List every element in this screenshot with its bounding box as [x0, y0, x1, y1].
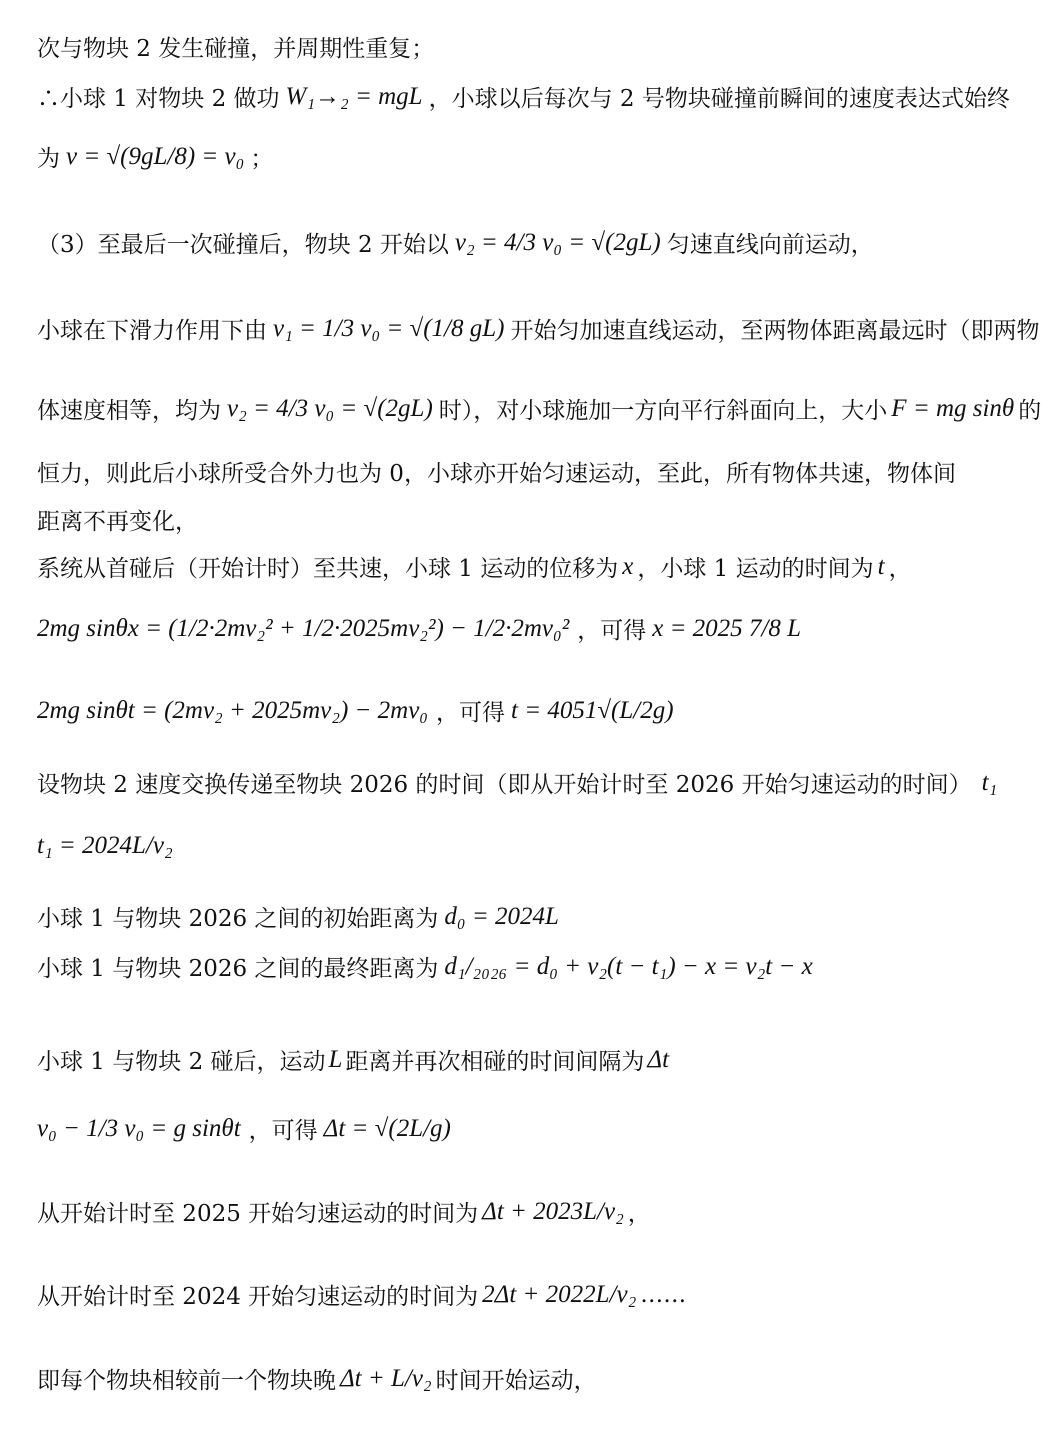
time-2025-formula: Δt + 2023L/v₂	[482, 1197, 624, 1225]
x-symbol: x	[622, 552, 634, 580]
text: 距离不再变化，	[37, 509, 198, 535]
line-20	[37, 1362, 597, 1395]
L-symbol: L	[328, 1045, 343, 1073]
t-result: t = 4051√(L/2g)	[511, 696, 674, 724]
line-6	[37, 392, 1041, 425]
text: 设物块 2 速度交换传递至物块 2026 的时间（即从开始计时至 2026 开始匀速运动的时间）	[37, 772, 972, 798]
t-symbol: t	[877, 552, 885, 580]
line-8	[37, 503, 198, 536]
line-5	[37, 312, 1039, 345]
text: 系统从首碰后（开始计时）至共速，小球 1 运动的位移为	[37, 556, 619, 582]
t1-symbol: t₁	[981, 768, 998, 796]
text: ；	[250, 146, 274, 172]
text: 小球在下滑力作用下由	[37, 318, 267, 344]
text: ，小球 1 运动的时间为	[637, 556, 874, 582]
x-result: x = 2025 7/8 L	[652, 614, 802, 642]
text: ∴小球 1 对物块 2 做功	[37, 86, 280, 112]
work-formula: W₁→₂ = mgL	[285, 82, 423, 110]
text: 距离并再次相碰的时间间隔为	[345, 1049, 645, 1075]
text: 匀速直线向前运动，	[666, 232, 874, 258]
text: 即每个物块相较前一个物块晚	[37, 1368, 336, 1394]
text: 恒力，则此后小球所受合外力也为 0，小球亦开始匀速运动，至此，所有物体共速，物体间	[37, 461, 956, 487]
text: 从开始计时至 2025 开始匀速运动的时间为	[37, 1201, 479, 1227]
text: （3）至最后一次碰撞后，物块 2 开始以	[37, 232, 449, 258]
text: ，可得	[248, 1118, 318, 1144]
text: 小球 1 与物块 2026 之间的初始距离为	[37, 906, 439, 932]
line-17	[37, 1112, 451, 1145]
line-19	[37, 1278, 686, 1311]
dt-result: Δt = √(2L/g)	[323, 1114, 451, 1142]
v2-formula: v₂ = 4/3 v₀ = √(2gL)	[454, 228, 661, 256]
line-10	[37, 612, 801, 645]
force-formula: F = mg sinθ	[891, 394, 1015, 422]
line-9	[37, 550, 912, 583]
text: 次与物块 2 发生碰撞，并周期性重复；	[37, 36, 435, 62]
line-13	[37, 832, 173, 860]
line-18	[37, 1195, 651, 1228]
line-1	[37, 30, 434, 63]
t1-formula: t₁ = 2024L/v₂	[37, 832, 173, 859]
energy-equation: 2mg sinθx = (1/2·2mv₂² + 1/2·2025mv₂²) − 1/2·2mv₀²	[37, 614, 570, 642]
text: 开始匀加速直线运动，至两物体距离最远时（即两物	[510, 318, 1040, 344]
text: 时间开始运动，	[435, 1368, 597, 1394]
line-4	[37, 226, 874, 259]
text: 体速度相等，均为	[37, 398, 221, 424]
text: ，可得	[577, 618, 647, 644]
text: ，小球以后每次与 2 号物块碰撞前瞬间的速度表达式始终	[428, 86, 1010, 112]
line-14	[37, 900, 559, 933]
line-16	[37, 1043, 669, 1076]
line-11	[37, 694, 674, 727]
text: ，可得	[436, 700, 505, 726]
dt-symbol: Δt	[647, 1045, 670, 1073]
text: ，	[888, 556, 912, 582]
time-2024-formula: 2Δt + 2022L/v₂	[482, 1280, 637, 1308]
kinematics-equation: v₀ − 1/3 v₀ = g sinθt	[37, 1114, 241, 1142]
v2-formula: v₂ = 4/3 v₀ = √(2gL)	[227, 394, 433, 422]
line-15	[37, 950, 813, 983]
line-7	[37, 455, 956, 488]
line-12	[37, 766, 997, 799]
line-2	[37, 80, 1010, 113]
text: ，	[627, 1201, 651, 1227]
delay-formula: Δt + L/v₂	[340, 1364, 432, 1392]
text: 时），对小球施加一方向平行斜面向上，大小	[438, 398, 888, 424]
line-3	[37, 140, 273, 173]
text: ……	[640, 1281, 687, 1308]
v1-formula: v₁ = 1/3 v₀ = √(1/8 gL)	[273, 314, 505, 342]
text: 的	[1018, 398, 1041, 424]
final-distance-formula: d₁/₂₀₂₆ = d₀ + v₂(t − t₁) − x = v₂t − x	[444, 952, 813, 980]
d0-formula: d₀ = 2024L	[444, 902, 559, 930]
text: 为	[37, 146, 60, 172]
text: 小球 1 与物块 2026 之间的最终距离为	[37, 956, 439, 982]
text: 从开始计时至 2024 开始匀速运动的时间为	[37, 1284, 479, 1310]
velocity-formula: v = √(9gL/8) = v₀	[66, 142, 245, 170]
momentum-equation: 2mg sinθt = (2mv₂ + 2025mv₂) − 2mv₀	[37, 696, 428, 724]
text: 小球 1 与物块 2 碰后，运动	[37, 1049, 326, 1075]
